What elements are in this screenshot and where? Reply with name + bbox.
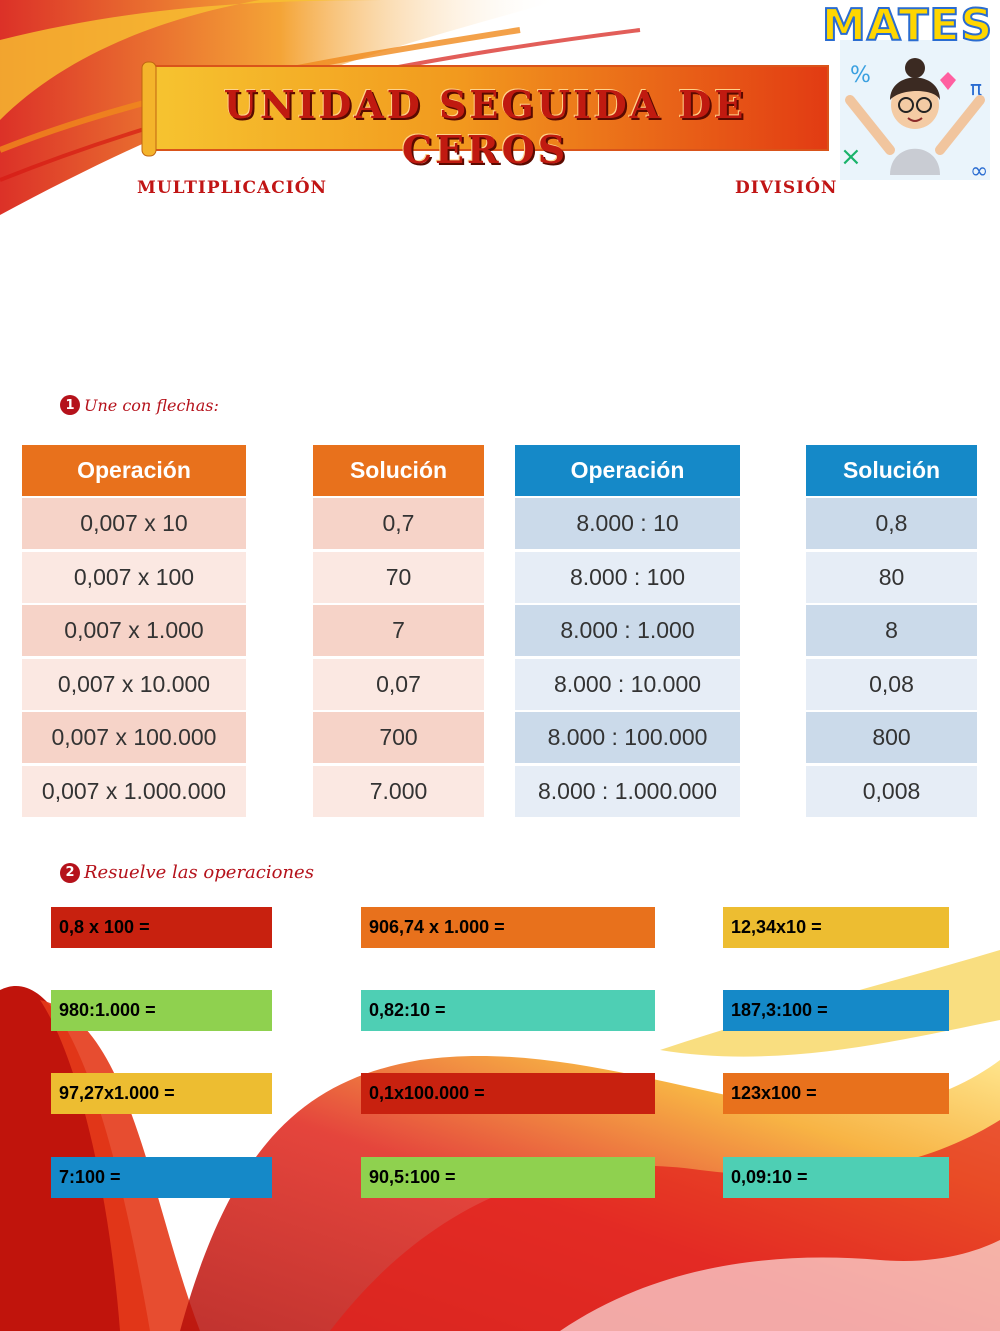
table-cell[interactable]: 0,007 x 100.000 [22, 712, 246, 763]
table-cell[interactable]: 8.000 : 1.000.000 [515, 766, 740, 817]
operation-box[interactable]: 980:1.000 = [51, 990, 272, 1031]
table-cell[interactable]: 8.000 : 10.000 [515, 659, 740, 710]
table-cell[interactable]: 0,7 [313, 498, 484, 549]
svg-text:×: × [840, 142, 862, 172]
multiplication-label: MULTIPLICACIÓN [137, 178, 328, 198]
operation-box[interactable]: 123x100 = [723, 1073, 949, 1114]
exercise-1-instruction: Une con flechas: [84, 395, 219, 415]
table-cell[interactable]: 0,007 x 10.000 [22, 659, 246, 710]
exercise-1-number: 1 [60, 395, 80, 415]
operation-box[interactable]: 7:100 = [51, 1157, 272, 1198]
table-cell[interactable]: 0,007 x 100 [22, 552, 246, 603]
division-solution-column [806, 445, 977, 820]
page-title: UNIDAD SEGUIDA DE CEROS [223, 82, 747, 172]
table-cell[interactable]: 8.000 : 100 [515, 552, 740, 603]
multiplication-solution-column [313, 445, 484, 820]
table-cell[interactable]: 0,07 [313, 659, 484, 710]
table-cell[interactable]: 0,007 x 1.000 [22, 605, 246, 656]
operation-box[interactable]: 0,82:10 = [361, 990, 655, 1031]
exercise-1-heading [60, 395, 219, 415]
svg-text:∞: ∞ [970, 159, 989, 184]
exercise-2-number: 2 [60, 863, 80, 883]
mates-logo-text: MATES [822, 0, 994, 51]
svg-text:%: % [850, 63, 871, 88]
column-header: Operación [22, 445, 246, 496]
table-cell[interactable]: 7 [313, 605, 484, 656]
table-cell[interactable]: 800 [806, 712, 977, 763]
table-cell[interactable]: 8.000 : 10 [515, 498, 740, 549]
operation-box[interactable]: 90,5:100 = [361, 1157, 655, 1198]
table-cell[interactable]: 0,007 x 1.000.000 [22, 766, 246, 817]
operation-box[interactable]: 12,34x10 = [723, 907, 949, 948]
multiplication-operation-column [22, 445, 246, 820]
exercise-2-heading [60, 862, 314, 883]
table-cell[interactable]: 70 [313, 552, 484, 603]
operation-box[interactable]: 906,74 x 1.000 = [361, 907, 655, 948]
title-banner [140, 60, 830, 172]
mates-avatar [820, 0, 1000, 200]
column-header: Solución [313, 445, 484, 496]
table-cell[interactable]: 7.000 [313, 766, 484, 817]
table-cell[interactable]: 8.000 : 100.000 [515, 712, 740, 763]
table-cell[interactable]: 8 [806, 605, 977, 656]
operation-box[interactable]: 187,3:100 = [723, 990, 949, 1031]
exercise-2-instruction: Resuelve las operaciones [84, 862, 314, 883]
table-cell[interactable]: 700 [313, 712, 484, 763]
operation-box[interactable]: 97,27x1.000 = [51, 1073, 272, 1114]
table-cell[interactable]: 80 [806, 552, 977, 603]
table-cell[interactable]: 0,007 x 10 [22, 498, 246, 549]
division-label: DIVISIÓN [735, 178, 838, 198]
column-header: Operación [515, 445, 740, 496]
table-cell[interactable]: 0,08 [806, 659, 977, 710]
operation-box[interactable]: 0,09:10 = [723, 1157, 949, 1198]
table-cell[interactable]: 0,008 [806, 766, 977, 817]
operation-box[interactable]: 0,1x100.000 = [361, 1073, 655, 1114]
svg-text:π: π [970, 76, 983, 100]
operation-box[interactable]: 0,8 x 100 = [51, 907, 272, 948]
column-header: Solución [806, 445, 977, 496]
table-cell[interactable]: 8.000 : 1.000 [515, 605, 740, 656]
table-cell[interactable]: 0,8 [806, 498, 977, 549]
division-operation-column [515, 445, 740, 820]
